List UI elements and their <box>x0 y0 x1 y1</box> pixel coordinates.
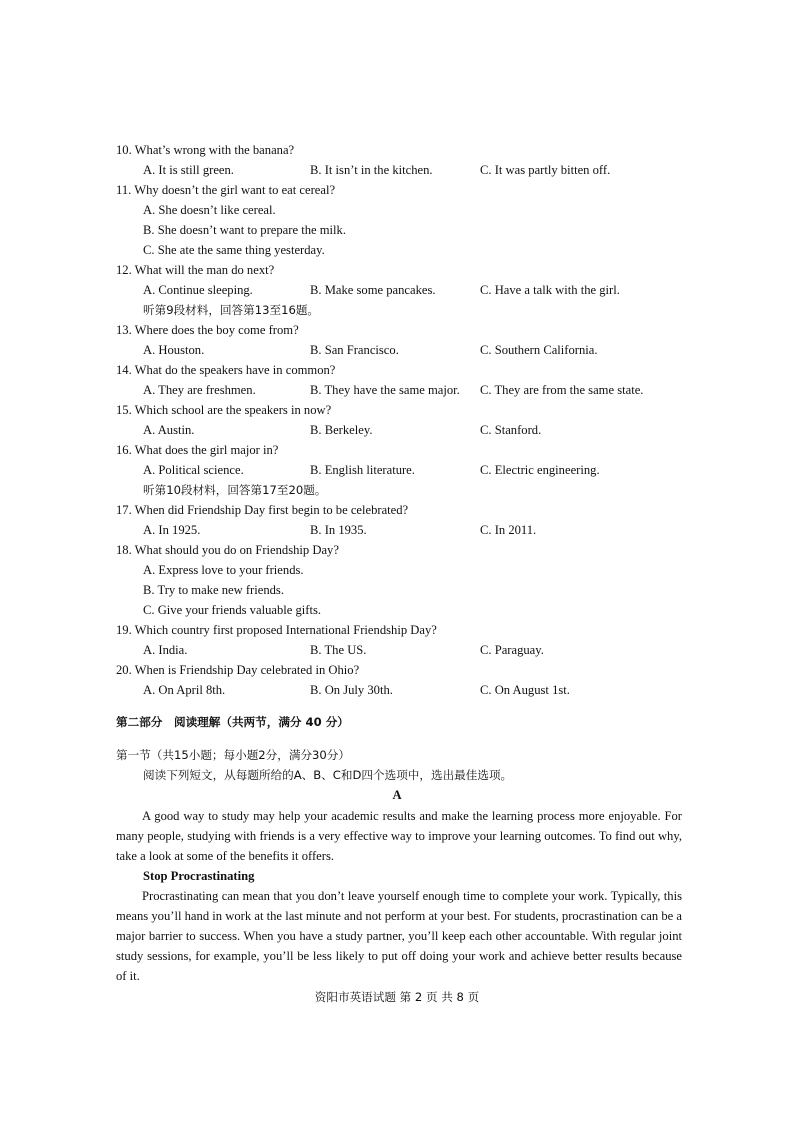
option-a: A. Political science. <box>143 463 244 477</box>
option-c: C. Paraguay. <box>480 643 544 657</box>
part-heading: 第一节（共15小题；每小题2分，满分30分） <box>116 748 350 762</box>
passage-subheading: Stop Procrastinating <box>143 869 255 883</box>
option-c: C. In 2011. <box>480 523 537 537</box>
option-b: B. The US. <box>310 643 367 657</box>
option-b: B. In 1935. <box>310 523 367 537</box>
option-c: C. On August 1st. <box>480 683 570 697</box>
option-a: A. They are freshmen. <box>143 383 256 397</box>
page-footer: 资阳市英语试题 第 2 页 共 8 页 <box>314 990 480 1004</box>
option-a: A. Houston. <box>143 343 205 357</box>
passage-body: Procrastinating can mean that you don’t leave yourself enough time to complete your work. Typically, this means you’ll hand in work at the last minute and not perform at your best. For students, procrastination can be a major barrier to success. When you have a study partner, you’ll keep each other accountable. With regular joint study sessions, for example, you’ll be less likely to put off doing your work and achieve better results because of it. <box>116 889 682 983</box>
option-c: C. It was partly bitten off. <box>480 163 611 177</box>
option-b: B. Berkeley. <box>310 423 373 437</box>
option-a: A. On April 8th. <box>143 683 226 697</box>
question-stem: 17. When did Friendship Day first begin to be celebrated? <box>116 503 409 517</box>
question-stem: 14. What do the speakers have in common? <box>116 363 336 377</box>
option-a: A. India. <box>143 643 188 657</box>
option-b: B. Make some pancakes. <box>310 283 436 297</box>
listening-instruction: 听第10段材料，回答第17至20题。 <box>143 483 327 497</box>
option-c: C. They are from the same state. <box>480 383 644 397</box>
option-b: B. It isn’t in the kitchen. <box>310 163 433 177</box>
option-a: A. Austin. <box>143 423 195 437</box>
option-c: C. Stanford. <box>480 423 542 437</box>
passage-intro: A good way to study may help your academic results and make the learning process more enjoyable. For many people, studying with friends is a very effective way to improve your learning outcomes. To find out why, take a look at some of the benefits it offers. <box>116 809 682 863</box>
option-b: B. San Francisco. <box>310 343 399 357</box>
listening-instruction: 听第9段材料，回答第13至16题。 <box>143 303 320 317</box>
question-stem: 13. Where does the boy come from? <box>116 323 299 337</box>
section-heading: 第二部分 阅读理解（共两节，满分 40 分） <box>116 715 349 729</box>
option-c: C. Electric engineering. <box>480 463 600 477</box>
option-c: C. Give your friends valuable gifts. <box>143 603 322 617</box>
option-a: A. Continue sleeping. <box>143 283 253 297</box>
question-stem: 20. When is Friendship Day celebrated in Ohio? <box>116 663 360 677</box>
option-b: B. Try to make new friends. <box>143 583 284 597</box>
option-a: A. Express love to your friends. <box>143 563 304 577</box>
question-stem: 12. What will the man do next? <box>116 263 275 277</box>
question-stem: 16. What does the girl major in? <box>116 443 279 457</box>
option-c: C. Have a talk with the girl. <box>480 283 620 297</box>
option-b: B. They have the same major. <box>310 383 460 397</box>
question-stem: 18. What should you do on Friendship Day? <box>116 543 339 557</box>
question-stem: 10. What’s wrong with the banana? <box>116 143 295 157</box>
reading-direction: 阅读下列短文，从每题所给的A、B、C和D四个选项中，选出最佳选项。 <box>143 768 513 782</box>
option-b: B. English literature. <box>310 463 415 477</box>
option-a: A. She doesn’t like cereal. <box>143 203 276 217</box>
passage-label: A <box>392 788 402 802</box>
option-a: A. It is still green. <box>143 163 234 177</box>
question-stem: 15. Which school are the speakers in now? <box>116 403 332 417</box>
question-stem: 11. Why doesn’t the girl want to eat cereal? <box>116 183 336 197</box>
option-c: C. She ate the same thing yesterday. <box>143 243 325 257</box>
option-b: B. On July 30th. <box>310 683 393 697</box>
question-stem: 19. Which country first proposed International Friendship Day? <box>116 623 437 637</box>
option-a: A. In 1925. <box>143 523 201 537</box>
option-b: B. She doesn’t want to prepare the milk. <box>143 223 346 237</box>
option-c: C. Southern California. <box>480 343 598 357</box>
